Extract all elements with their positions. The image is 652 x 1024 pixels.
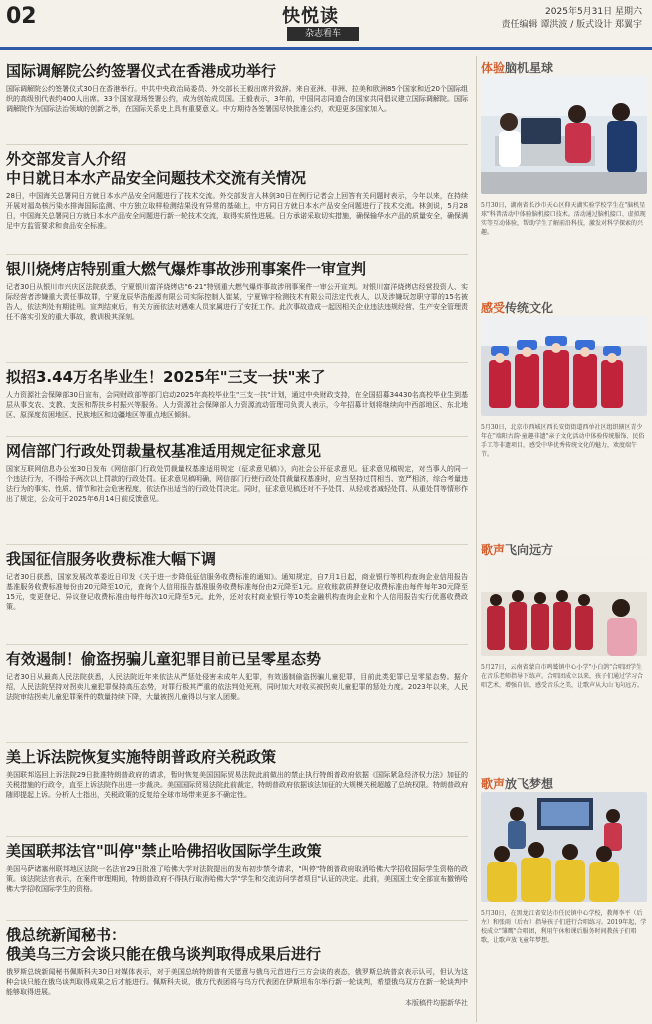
article-headline[interactable]: 拟招3.44万名毕业生！2025年"三支一扶"来了 [6, 368, 326, 386]
article-8 [6, 748, 468, 800]
divider [6, 254, 468, 255]
heading-rest: 放飞梦想 [505, 777, 554, 791]
divider [6, 920, 468, 921]
photo-caption: 5月30日，北京市西城区西长安街街道西单社区组织辖区青少年在"端阳古韵·童趣非遗"亲子文化活动中体验传统服饰、民俗手工等非遗项目，感受中华优秀传统文化的魅力，欢度端午节。 [481, 424, 645, 458]
article-headline[interactable]: 美国联邦法官"叫停"禁止哈佛招收国际学生政策 [6, 842, 322, 860]
divider [6, 144, 468, 145]
sidebar-heading [481, 776, 647, 792]
photo-sidebar [476, 56, 651, 1022]
article-5 [6, 442, 468, 504]
sidebar-heading [481, 542, 647, 558]
sidebar-feature-3 [481, 542, 647, 690]
article-headline[interactable]: 俄总统新闻秘书： 俄美乌三方会谈只能在俄乌谈判取得成果后进行 [6, 926, 322, 963]
top-rule [0, 47, 652, 50]
article-body: 俄罗斯总统新闻秘书佩斯科夫30日对媒体表示，对于美国总统特朗普有关愿意与俄乌元首进行三方会谈的表态，俄罗斯总统普京表示认可，但认为这种会谈只能在俄乌谈判取得成果之后才能进行。佩斯科夫说，俄方代表团将与乌方代表团在伊斯坦布尔举行新一轮谈判，希望俄乌双方在新一轮谈判中能够取得进展。 [6, 968, 468, 996]
page-number: 02 [6, 4, 37, 29]
photo-caption: 5月27日，云南省蒙自市鸣鹫镇中心小学"小白鸽"合唱团学生在音乐老师指导下练声。合唱团成立以来，孩子们通过学习合唱艺术，增强自信，感受音乐之美，让歌声从大山飞向远方。 [481, 664, 644, 689]
sidebar-heading [481, 300, 647, 316]
article-body: 美国联邦巡回上诉法院29日批准特朗普政府的请求，暂时恢复美国国际贸易法院此前做出的禁止执行特朗普政府依据《国际紧急经济权力法》加征的关税措施的行政令，直至上诉法院作出进一步裁决。美国国际贸易法院此前裁定，特朗普政府依据该法加征的大规模关税超越了总统权限。特朗普政府随即提起上诉。分析人士指出，关税政策的反复给全球市场带来更多不确定性。 [6, 771, 468, 799]
divider [6, 544, 468, 545]
article-1 [6, 62, 468, 114]
photo-classroom-choir[interactable] [481, 792, 647, 902]
article-9 [6, 842, 468, 894]
article-body: 国家互联网信息办公室30日发布《网信部门行政处罚裁量权基准适用规定（征求意见稿）》，向社会公开征求意见。征求意见稿规定，对当事人的同一个违法行为，不得给予两次以上罚款的行政处罚。征求意见稿明确，网信部门行使行政处罚裁量权基准时，应当坚持过罚相当、宽严相济，综合考量违法行为的事实、性质、情节和社会危害程度，依法作出适当的行政处罚决定。同时，征求意见稿还对不予处罚、从轻或者减轻处罚、从重处罚等情形作出了规定，公众可于2025年6月14日前反馈意见。 [6, 465, 468, 503]
main-column [6, 56, 468, 1022]
sidebar-feature-2 [481, 300, 647, 459]
masthead [0, 0, 652, 44]
divider [6, 436, 468, 437]
heading-rest: 飞向远方 [505, 543, 554, 557]
article-4 [6, 368, 468, 420]
photo-caption: 5月30日，在黑龙江省安达市任民镇中心学校，教师李平（后左）和张雨（后右）指导孩子们进行合唱练习。2019年起，学校成立"雏鹰"合唱团，利用午休和课后服务时间教孩子们唱歌，让歌声放飞童年梦想。 [481, 910, 647, 944]
heading-accent: 歌声 [481, 543, 506, 557]
divider [6, 836, 468, 837]
article-3 [6, 260, 468, 322]
sidebar-feature-4 [481, 776, 647, 945]
photo-kids-brain-computer[interactable] [481, 76, 647, 194]
article-body: 记者30日从最高人民法院获悉，人民法院近年来依法从严惩处侵害未成年人犯罪，有效遏制偷盗拐骗儿童犯罪，目前此类犯罪已呈零星态势。据介绍，人民法院坚持对拐卖儿童犯罪保持高压态势，对罪行极其严重的依法判处死刑，同时加大对收买被拐卖儿童犯罪的惩处力度。2023年以来，人民法院审结拐卖儿童犯罪案件的数量持续下降，大量被拐儿童得以与家人团聚。 [6, 673, 468, 701]
sidebar-heading [481, 60, 647, 76]
divider [6, 742, 468, 743]
article-body: 人力资源社会保障部30日宣布，会同财政部等部门启动2025年高校毕业生"三支一扶"计划，通过中央财政支持，在全国招募34430名高校毕业生到基层从事支农、支教、支医和帮扶乡村振兴等服务。人力资源社会保障部人力资源流动管理司负责人表示，今年招募计划将继续向中西部地区、东北地区、原深度贫困地区、民族地区和边疆地区等重点地区倾斜。 [6, 391, 468, 419]
heading-rest: 传统文化 [505, 301, 554, 315]
article-7 [6, 650, 468, 702]
article-2 [6, 150, 468, 231]
article-headline[interactable]: 美上诉法院恢复实施特朗普政府关税政策 [6, 748, 277, 766]
article-headline[interactable]: 外交部发言人介绍 中日就日本水产品安全问题技术交流有关情况 [6, 150, 307, 187]
article-body: 国际调解院公约签署仪式30日在香港举行。中共中央政治局委员、外交部长王毅出席并致辞。来自亚洲、非洲、拉美和欧洲85个国家和近20个国际组织的高级别代表约400人出席。33个国家现场签署公约，成为创始成员国。王毅表示，3年前，中国同志同道合的国家共同倡议建立国际调解院。国际调解院作为国际法治领域的创新之举，在国际关系史上具有重要意义。中方期待各签署国尽快批准公约，欢迎更多国家加入。 [6, 85, 468, 113]
article-body: 记者30日从银川市兴庆区法院获悉，宁夏银川富洋烧烤店"6·21"特别重大燃气爆炸事故涉刑事案件一审公开宣判。对银川富洋烧烤店经营投资人、实际经营者涉嫌重大责任事故罪，宁夏龙辰华浩能源有限公司实际控制人崔某，宁夏锦宇检测技术有限公司法定代表人，以及涉嫌玩忽职守罪的15名被告人，依法判处有期徒刑。宣判结束后，有关方面依法对遇难人员家属进行了安抚工作。此次事故造成一起因相关企业违法违规经营、生产安全管理责任不落实引发的重大事故，教训极其深刻。 [6, 283, 468, 321]
section-title: 快悦读 [282, 6, 339, 27]
sidebar-feature-1 [481, 60, 647, 237]
heading-rest: 脑机星球 [505, 61, 554, 75]
article-headline[interactable]: 有效遏制！偷盗拐骗儿童犯罪目前已呈零星态势 [6, 650, 322, 668]
wire-credit: 本版稿件均据新华社 [405, 999, 468, 1007]
article-headline[interactable]: 银川烧烤店特别重大燃气爆炸事故涉刑事案件一审宣判 [6, 260, 367, 278]
photo-choir-singing[interactable] [481, 558, 647, 656]
heading-accent: 歌声 [481, 777, 506, 791]
photo-caption: 5月30日，湖南省长沙市天心区仰天湖实验学校学生在"脑机星球"科普活动中体验脑机接口技术。活动通过脑机接口、虚拟现实等互动体验，帮助学生了解前沿科技，激发对科学探索的兴趣。 [481, 202, 646, 236]
divider [6, 362, 468, 363]
issue-date: 2025年5月31日 星期六 [545, 7, 642, 17]
divider [6, 644, 468, 645]
article-body: 美国马萨诸塞州联邦地区法院一名法官29日批准了哈佛大学对法院提出的发布初步禁令请求，"叫停"特朗普政府取消哈佛大学招收国际学生资格的政策。该法院法官表示，在案件审理期间，特朗普政府不得执行取消哈佛大学"学生和交流访问学者项目"认证的决定。此前，美国国土安全部宣布撤销哈佛大学招收国际学生的资格。 [6, 865, 468, 893]
article-6 [6, 550, 468, 612]
photo-children-traditional-costume[interactable] [481, 316, 647, 416]
heading-accent: 体验 [481, 61, 506, 75]
section-subtitle: 杂志看车 [287, 27, 359, 41]
article-body: 28日，中国海关总署同日方就日本水产品安全问题进行了技术交流。外交部发言人林剑30日在例行记者会上回答有关问题时表示，今年以来，在持续开展对福岛核污染水排海国际监测、中方独立取样检测结果没有异常的基础上，中方同日方就日本水产品安全问题进行了技术交流。林剑说，5月28日，中国海关总署同日方就日本水产品安全问题进行新一轮技术交流，取得实质性进展。日方承诺采取切实措施，确保输华水产品的质量安全，确保满足中方监管要求和食品安全标准。 [6, 192, 468, 230]
heading-accent: 感受 [481, 301, 506, 315]
dateline [502, 6, 642, 32]
article-body: 记者30日获悉，国家发展改革委近日印发《关于进一步降低征信服务收费标准的通知》。通知规定，自7月1日起，商业银行等机构查询企业信用报告基准服务收费标准每份由20元降至10元，查询个人信用报告基准服务收费标准每份由2元降至1元。应收账款质押登记收费标准由每件每年30元降至15元，变更登记、异议登记收费标准由每件每次10元降至5元。此外，还对农村商业银行等10类金融机构查询企业和个人信用报告实行优惠收费政策。 [6, 573, 468, 611]
article-headline[interactable]: 国际调解院公约签署仪式在香港成功举行 [6, 62, 277, 80]
editor-credits: 责任编辑 谭洪波 / 版式设计 郑翼宇 [501, 20, 642, 30]
article-headline[interactable]: 网信部门行政处罚裁量权基准适用规定征求意见 [6, 442, 322, 460]
article-10 [6, 926, 468, 1008]
article-headline[interactable]: 我国征信服务收费标准大幅下调 [6, 550, 217, 568]
